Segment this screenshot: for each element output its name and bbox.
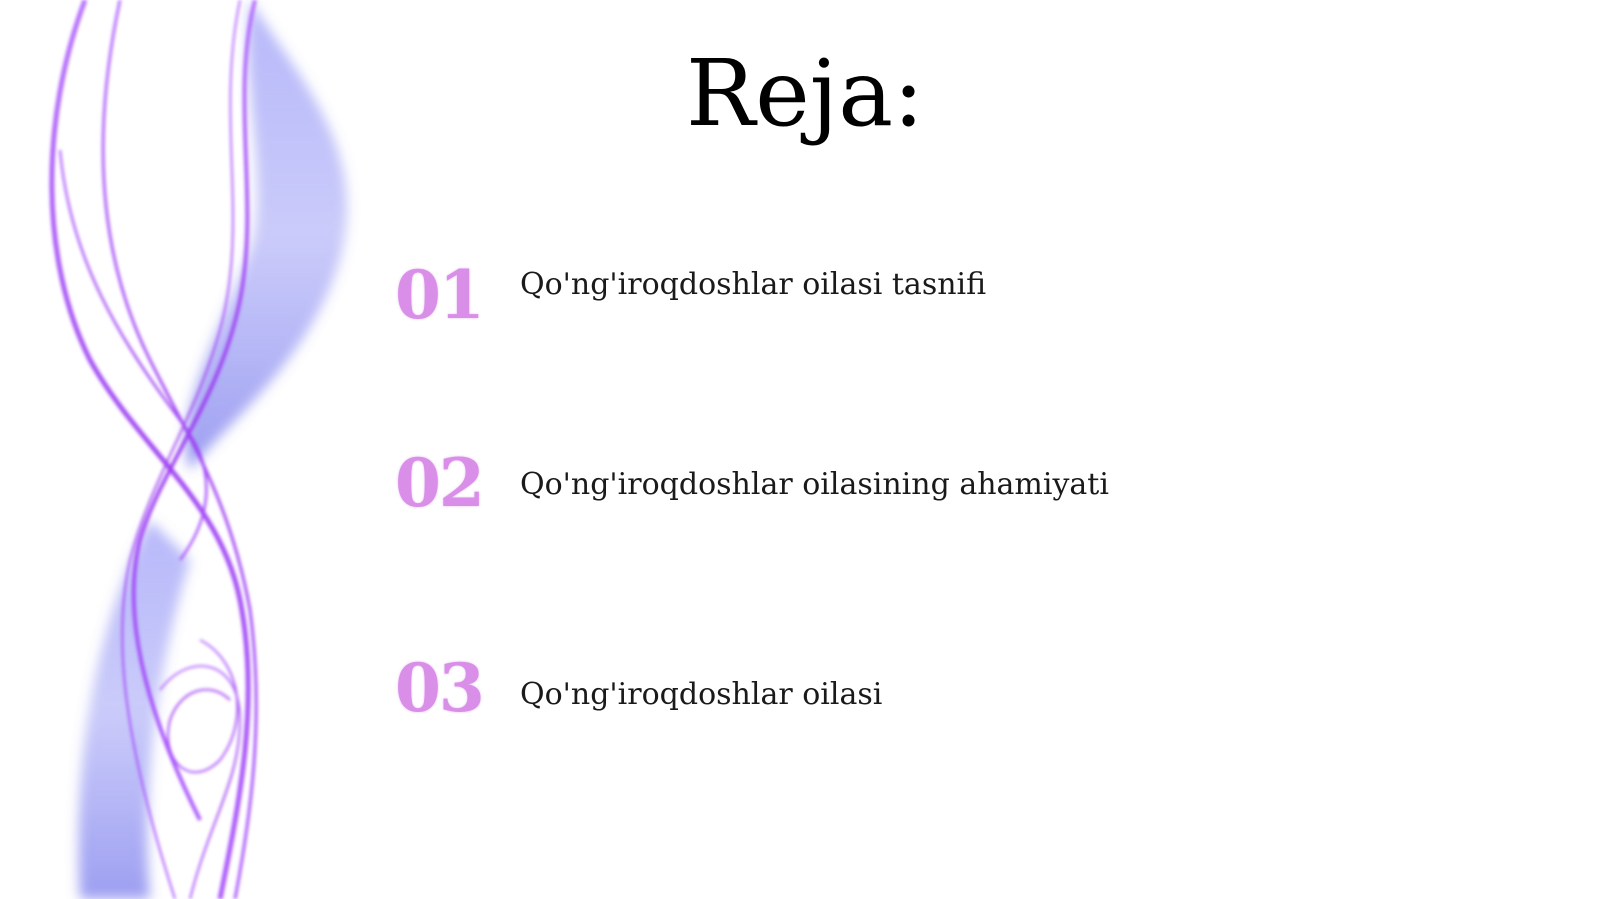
item-text: Qo'ng'iroqdoshlar oilasi tasnifi bbox=[520, 267, 987, 302]
item-number: 03 bbox=[395, 649, 483, 727]
item-number: 01 bbox=[395, 256, 483, 334]
agenda-item bbox=[395, 649, 1495, 745]
slide-title: Reja: bbox=[685, 40, 925, 147]
agenda-item bbox=[395, 444, 1495, 540]
item-text: Qo'ng'iroqdoshlar oilasining ahamiyati bbox=[520, 467, 1109, 502]
item-number: 02 bbox=[395, 444, 483, 522]
agenda-item bbox=[395, 256, 1495, 352]
item-text: Qo'ng'iroqdoshlar oilasi bbox=[520, 677, 883, 712]
